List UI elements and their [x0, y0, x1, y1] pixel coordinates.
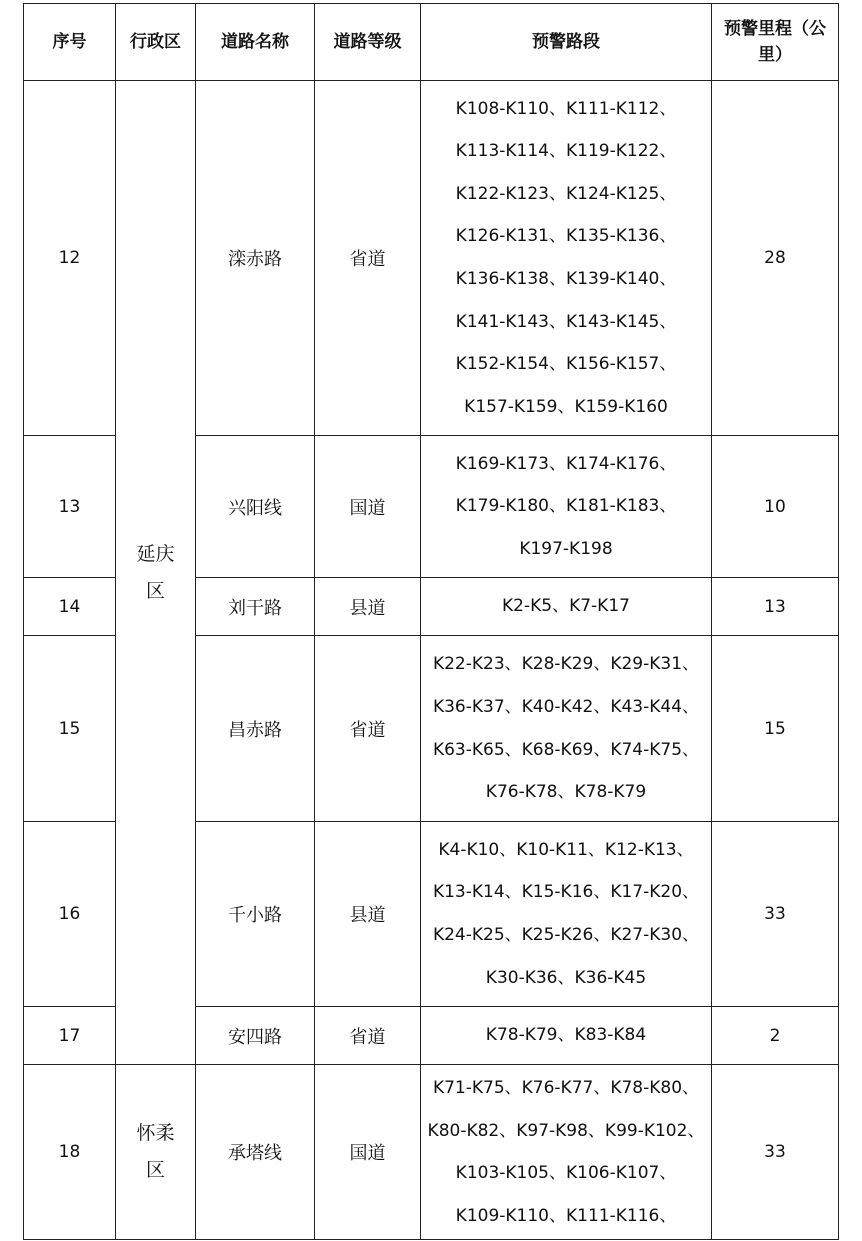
road-grade-cell: 县道	[315, 578, 421, 636]
segment-line: K109-K110、K111-K116、	[455, 1205, 677, 1226]
seq-cell: 17	[24, 1007, 116, 1065]
segment-line: K197-K198	[519, 538, 613, 559]
road-name-cell: 千小路	[196, 822, 315, 1007]
mileage-cell: 33	[712, 1065, 839, 1240]
district-cell-yanqing	[116, 81, 196, 1065]
road-grade-cell: 省道	[315, 636, 421, 822]
segment-line: K157-K159、K159-K160	[464, 396, 668, 417]
road-grade-cell: 国道	[315, 1065, 421, 1240]
road-name-cell: 滦赤路	[196, 81, 315, 436]
road-name-cell: 承塔线	[196, 1065, 315, 1240]
segment-line: K136-K138、K139-K140、	[455, 269, 677, 289]
mileage-cell: 13	[712, 578, 839, 636]
road-name-cell: 昌赤路	[196, 636, 315, 822]
district-line: 区	[145, 1159, 165, 1182]
segment-line: K103-K105、K106-K107、	[455, 1163, 677, 1184]
segment-line: K4-K10、K10-K11、K12-K13、	[438, 839, 694, 860]
segments-cell	[421, 1065, 712, 1240]
seq-cell: 16	[24, 822, 116, 1007]
segment-line: K13-K14、K15-K16、K17-K20、	[432, 882, 700, 903]
road-name-cell: 刘干路	[196, 578, 315, 636]
table-row	[24, 1065, 839, 1240]
seq-cell: 13	[24, 436, 116, 578]
segments-cell	[421, 1007, 712, 1065]
header-mileage	[712, 4, 839, 81]
segments-cell	[421, 636, 712, 822]
district-line: 延庆	[136, 542, 175, 565]
segment-line: K2-K5、K7-K17	[502, 596, 630, 617]
seq-cell: 12	[24, 81, 116, 436]
district-line: 区	[145, 579, 165, 602]
segment-line: K169-K173、K174-K176、	[455, 453, 677, 474]
seq-cell: 14	[24, 578, 116, 636]
segment-line: K24-K25、K25-K26、K27-K30、	[432, 925, 700, 945]
district-line: 怀柔	[136, 1122, 175, 1145]
header-segments: 预警路段	[421, 4, 712, 81]
road-grade-cell: 省道	[315, 81, 421, 436]
segments-cell	[421, 436, 712, 578]
segment-line: K126-K131、K135-K136、	[455, 226, 677, 247]
segment-line: K78-K79、K83-K84	[485, 1025, 647, 1046]
road-name-cell: 兴阳线	[196, 436, 315, 578]
segment-line: K22-K23、K28-K29、K29-K31、	[432, 654, 700, 675]
segments-cell	[421, 578, 712, 636]
mileage-cell: 2	[712, 1007, 839, 1065]
segments-cell	[421, 822, 712, 1007]
road-grade-cell: 县道	[315, 822, 421, 1007]
segment-line: K122-K123、K124-K125、	[455, 183, 677, 204]
district-cell-huairou	[116, 1065, 196, 1240]
segment-line: K36-K37、K40-K42、K43-K44、	[432, 696, 700, 717]
segment-line: K80-K82、K97-K98、K99-K102、	[427, 1120, 705, 1141]
header-mileage-line2: 里）	[758, 45, 792, 65]
road-name-cell: 安四路	[196, 1007, 315, 1065]
segment-line: K30-K36、K36-K45	[485, 967, 647, 988]
table-row	[24, 81, 839, 436]
mileage-cell: 10	[712, 436, 839, 578]
segment-line: K63-K65、K68-K69、K74-K75、	[432, 739, 700, 760]
mileage-cell: 28	[712, 81, 839, 436]
segment-line: K152-K154、K156-K157、	[455, 354, 677, 375]
header-seq: 序号	[24, 4, 116, 81]
seq-cell: 18	[24, 1065, 116, 1240]
road-warning-table	[23, 3, 839, 1240]
road-grade-cell: 国道	[315, 436, 421, 578]
segments-cell	[421, 81, 712, 436]
segment-line: K76-K78、K78-K79	[485, 782, 647, 803]
segment-line: K108-K110、K111-K112、	[455, 98, 677, 119]
segment-line: K141-K143、K143-K145、	[455, 311, 677, 332]
mileage-cell: 33	[712, 822, 839, 1007]
segment-line: K113-K114、K119-K122、	[455, 141, 677, 162]
header-road-grade: 道路等级	[315, 4, 421, 81]
segment-line: K179-K180、K181-K183、	[455, 496, 677, 517]
road-grade-cell: 省道	[315, 1007, 421, 1065]
header-district: 行政区	[116, 4, 196, 81]
seq-cell: 15	[24, 636, 116, 822]
mileage-cell: 15	[712, 636, 839, 822]
table-header-row	[24, 4, 839, 81]
header-mileage-line1: 预警里程（公	[724, 19, 826, 39]
segment-line: K71-K75、K76-K77、K78-K80、	[432, 1078, 700, 1098]
header-road-name: 道路名称	[196, 4, 315, 81]
